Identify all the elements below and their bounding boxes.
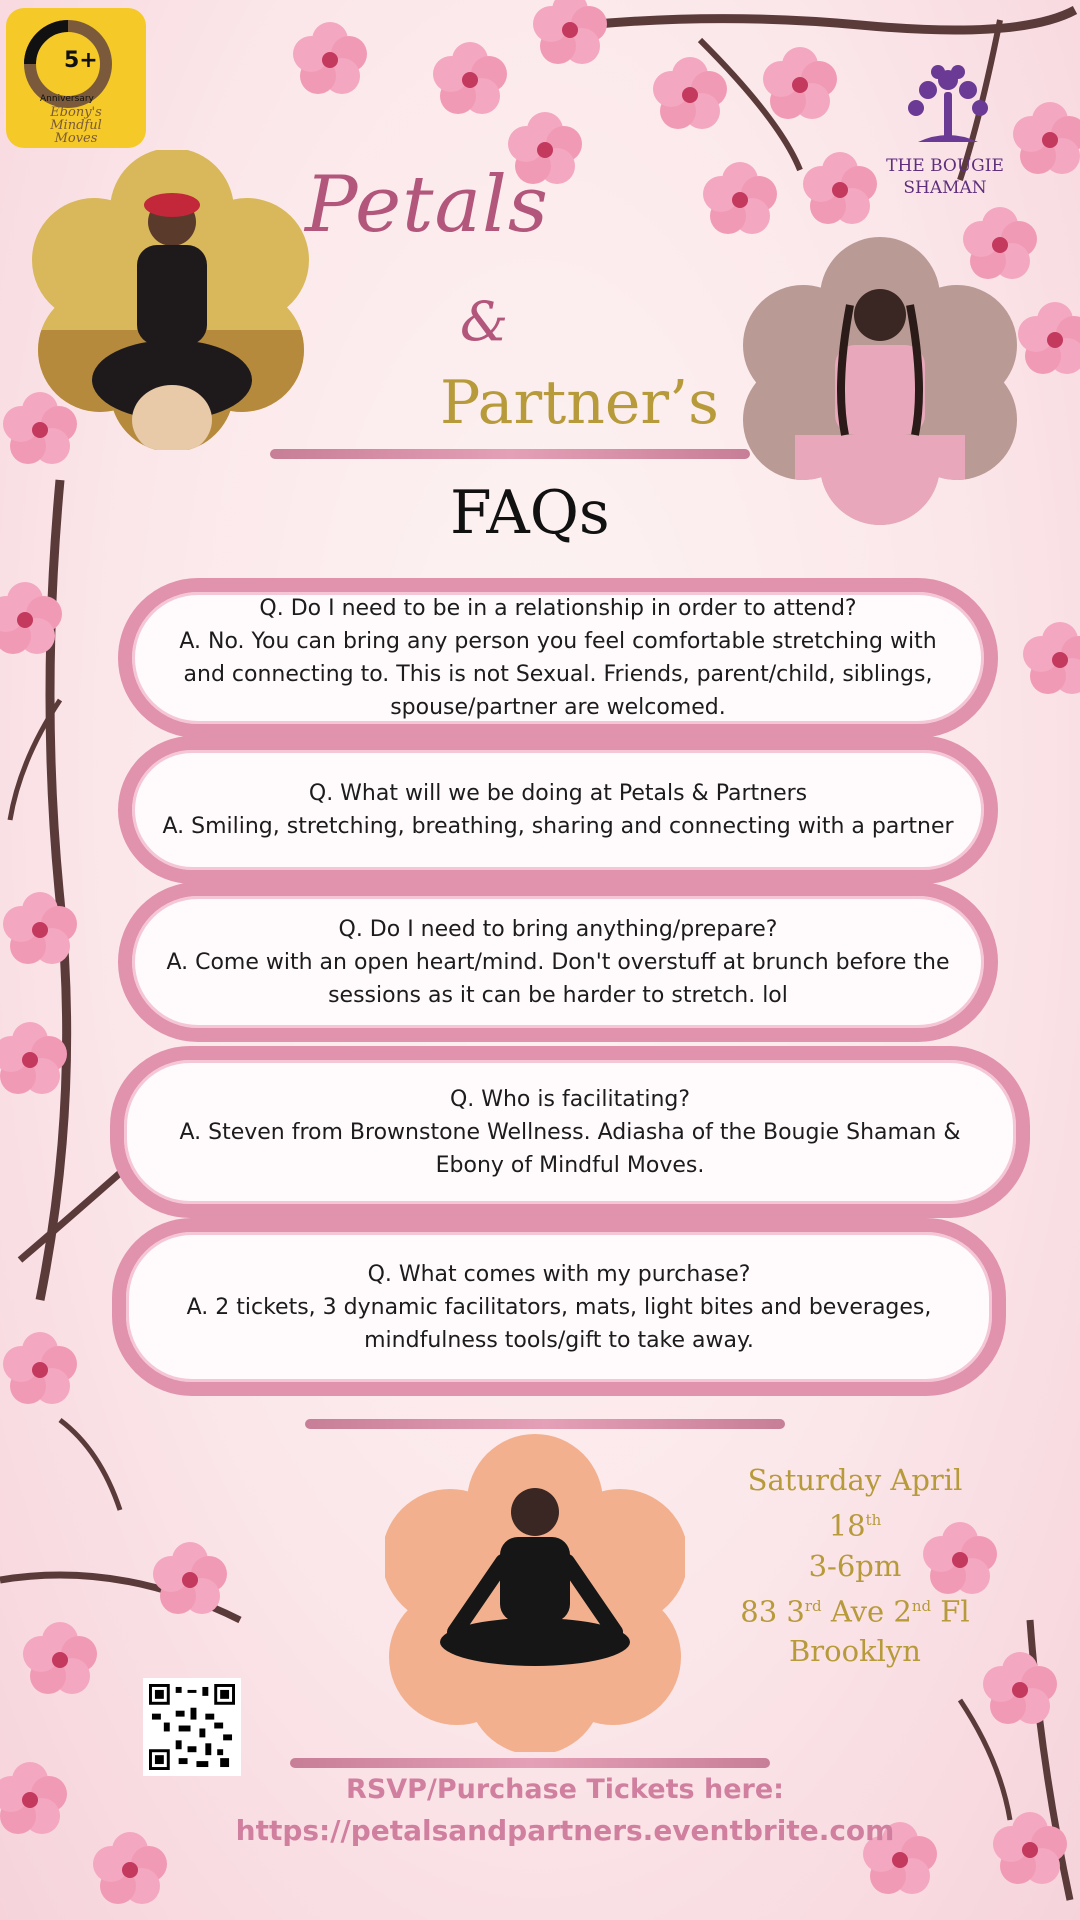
event-time: 3-6pm xyxy=(808,1548,902,1583)
title-ampersand: & xyxy=(460,290,509,353)
bougie-shaman-logo xyxy=(880,155,1010,199)
title-underline xyxy=(270,449,750,459)
facilitator-photo-bottom xyxy=(385,1432,685,1752)
badge-brand-line1: Ebony's xyxy=(50,105,102,120)
facilitator-photo-left xyxy=(32,150,312,450)
faq-answer: A. No. You can bring any person you feel comfortable stretching with and connecting to. This is not Sexual. Friends, parent/child, siblings, spouse/partner are welcomed. xyxy=(179,629,937,720)
faq-item-2 xyxy=(118,736,998,884)
faq-item-3 xyxy=(118,882,998,1042)
event-details xyxy=(720,1460,990,1671)
faq-answer: A. Steven from Brownstone Wellness. Adiasha of the Bougie Shaman & Ebony of Mindful Moves. xyxy=(179,1119,961,1178)
rsvp-link[interactable]: https://petalsandpartners.eventbrite.com xyxy=(235,1814,895,1847)
rsvp-underline xyxy=(290,1758,770,1768)
facilitator-photo-right xyxy=(735,235,1025,525)
badge-brand-line2: Mindful xyxy=(50,118,102,133)
event-date-num: 18 xyxy=(828,1508,866,1543)
event-date xyxy=(720,1500,990,1546)
event-address xyxy=(720,1586,990,1632)
faq-item-4 xyxy=(110,1046,1030,1218)
anniversary-badge xyxy=(6,8,146,148)
event-day: Saturday April xyxy=(747,1463,963,1497)
event-city: Brooklyn xyxy=(788,1634,921,1669)
address-part: Ave 2 xyxy=(821,1594,912,1629)
faq-question: Q. What will we be doing at Petals & Partners xyxy=(308,781,808,806)
badge-brand-line3: Moves xyxy=(54,131,98,146)
faq-item-1 xyxy=(118,578,998,738)
rsvp-label: RSVP/Purchase Tickets here: xyxy=(346,1774,784,1805)
tree-of-life-icon xyxy=(898,58,998,158)
badge-number: 5+ xyxy=(64,48,98,73)
logo-line1: THE BOUGIE xyxy=(886,156,1004,176)
qr-code[interactable] xyxy=(143,1678,241,1776)
faq-item-5 xyxy=(112,1218,1006,1396)
faq-answer: A. 2 tickets, 3 dynamic facilitators, mats, light bites and beverages, mindfulness tools/gift to take away. xyxy=(186,1294,932,1353)
qr-code-icon xyxy=(149,1684,235,1770)
address-suffix: nd xyxy=(911,1596,932,1615)
address-suffix: rd xyxy=(804,1596,822,1615)
faqs-heading: FAQs xyxy=(450,478,610,548)
address-part: Fl xyxy=(931,1594,970,1629)
section-divider xyxy=(305,1419,785,1429)
faq-answer: A. Come with an open heart/mind. Don't overstuff at brunch before the sessions as it can be harder to stretch. lol xyxy=(166,949,950,1008)
title-petals: Petals xyxy=(305,160,549,250)
event-date-suffix: th xyxy=(865,1511,882,1529)
faq-answer: A. Smiling, stretching, breathing, sharing and connecting with a partner xyxy=(162,814,954,839)
faq-question: Q. What comes with my purchase? xyxy=(367,1261,751,1287)
badge-brand xyxy=(6,106,146,145)
faq-question: Q. Do I need to bring anything/prepare? xyxy=(338,916,778,942)
faq-question: Q. Do I need to be in a relationship in order to attend? xyxy=(259,596,857,621)
badge-anniversary: Anniversary xyxy=(40,94,94,104)
faq-question: Q. Who is facilitating? xyxy=(449,1086,691,1112)
address-part: 83 3 xyxy=(740,1594,805,1629)
logo-line2: SHAMAN xyxy=(903,178,987,198)
title-partners: Partner’s xyxy=(440,368,719,438)
